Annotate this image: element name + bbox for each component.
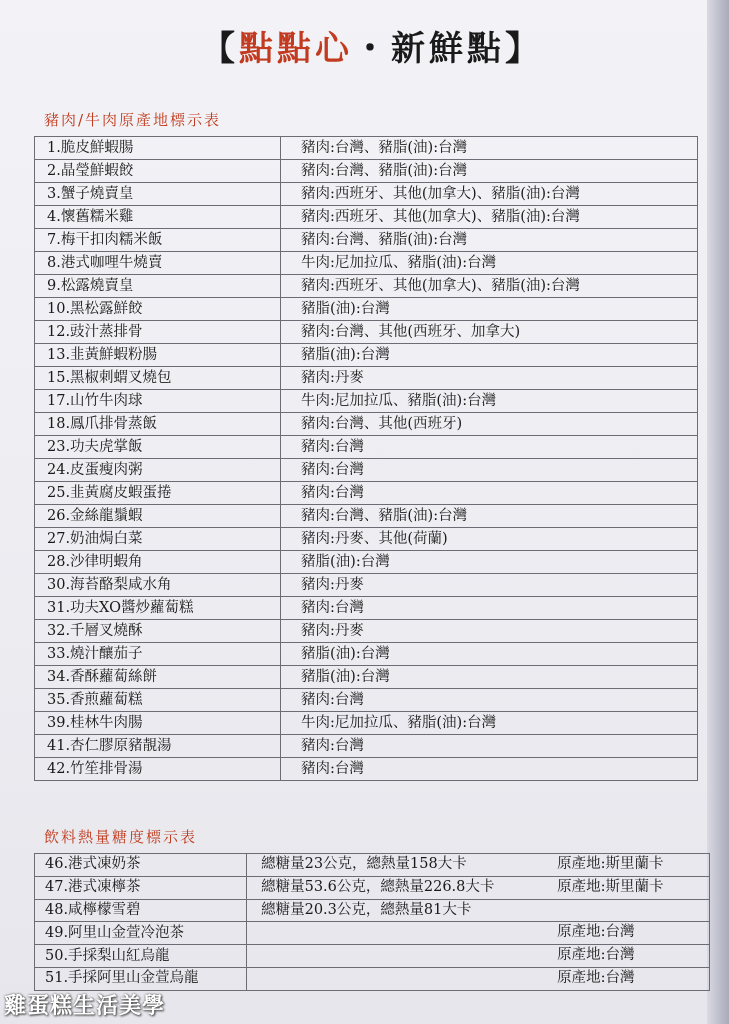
dish-name: 12.豉汁蒸排骨 bbox=[35, 321, 281, 344]
table-row bbox=[35, 367, 698, 390]
table-row bbox=[35, 505, 698, 528]
meat-origin: 豬肉:台灣 bbox=[281, 689, 698, 712]
table-row bbox=[35, 436, 698, 459]
table-row bbox=[35, 758, 698, 781]
meat-origin: 豬肉:台灣、豬脂(油):台灣 bbox=[281, 160, 698, 183]
dish-name: 1.脆皮鮮蝦腸 bbox=[35, 137, 281, 160]
drink-origin: 原產地:台灣 bbox=[557, 924, 635, 941]
dish-name: 4.懷舊糯米雞 bbox=[35, 206, 281, 229]
title-close-bracket: 】 bbox=[505, 28, 543, 69]
drink-name: 50.手採梨山紅烏龍 bbox=[35, 945, 247, 968]
table-row bbox=[35, 137, 698, 160]
table-row bbox=[35, 597, 698, 620]
table-row bbox=[35, 160, 698, 183]
drink-nutrition: 總糖量53.6公克，總熱量226.8大卡 bbox=[261, 879, 495, 896]
table-row bbox=[35, 620, 698, 643]
table-row bbox=[35, 735, 698, 758]
meat-origin: 豬肉:西班牙、其他(加拿大)、豬脂(油):台灣 bbox=[281, 275, 698, 298]
table-row bbox=[35, 183, 698, 206]
table-row bbox=[35, 854, 710, 877]
page-edge-shadow bbox=[707, 0, 729, 1024]
drink-name: 49.阿里山金萱冷泡茶 bbox=[35, 922, 247, 945]
meat-origin: 豬肉:台灣、豬脂(油):台灣 bbox=[281, 137, 698, 160]
page-title bbox=[182, 22, 562, 68]
meat-origin: 豬肉:丹麥 bbox=[281, 620, 698, 643]
drink-origin: 原產地:台灣 bbox=[557, 947, 635, 964]
meat-origin: 豬肉:台灣、其他(西班牙) bbox=[281, 413, 698, 436]
title-open-bracket: 【 bbox=[201, 28, 239, 69]
meat-origin: 豬脂(油):台灣 bbox=[281, 643, 698, 666]
table-row bbox=[35, 252, 698, 275]
dish-name: 3.蟹子燒賣皇 bbox=[35, 183, 281, 206]
meat-origin: 豬脂(油):台灣 bbox=[281, 298, 698, 321]
dish-name: 31.功夫XO醬炒蘿蔔糕 bbox=[35, 597, 281, 620]
dish-name: 42.竹笙排骨湯 bbox=[35, 758, 281, 781]
table-row bbox=[35, 967, 710, 990]
table-row bbox=[35, 528, 698, 551]
table-row bbox=[35, 689, 698, 712]
table-row bbox=[35, 712, 698, 735]
drink-name: 47.港式凍檸茶 bbox=[35, 876, 247, 899]
meat-origin: 牛肉:尼加拉瓜、豬脂(油):台灣 bbox=[281, 712, 698, 735]
title-separator: ・ bbox=[353, 28, 391, 69]
table-row bbox=[35, 574, 698, 597]
meat-origin: 牛肉:尼加拉瓜、豬脂(油):台灣 bbox=[281, 252, 698, 275]
table-row bbox=[35, 666, 698, 689]
table-row bbox=[35, 922, 710, 945]
watermark: 雞蛋糕生活美學 bbox=[4, 994, 166, 1019]
meat-origin: 牛肉:尼加拉瓜、豬脂(油):台灣 bbox=[281, 390, 698, 413]
drink-info bbox=[247, 945, 710, 968]
table-row bbox=[35, 229, 698, 252]
drink-nutrition: 總糖量23公克，總熱量158大卡 bbox=[261, 856, 467, 873]
drink-origin: 原產地:斯里蘭卡 bbox=[557, 856, 664, 872]
dish-name: 25.韭黃腐皮蝦蛋捲 bbox=[35, 482, 281, 505]
drink-name: 48.咸檸檬雪碧 bbox=[35, 899, 247, 922]
dish-name: 13.韭黃鮮蝦粉腸 bbox=[35, 344, 281, 367]
meat-origin: 豬脂(油):台灣 bbox=[281, 551, 698, 574]
meat-origin: 豬肉:台灣 bbox=[281, 758, 698, 781]
table-row bbox=[35, 482, 698, 505]
meat-origin: 豬肉:台灣 bbox=[281, 597, 698, 620]
pork-origin-table bbox=[34, 136, 698, 781]
dish-name: 24.皮蛋瘦肉粥 bbox=[35, 459, 281, 482]
meat-origin: 豬肉:台灣 bbox=[281, 735, 698, 758]
dish-name: 23.功夫虎掌飯 bbox=[35, 436, 281, 459]
dish-name: 32.千層叉燒酥 bbox=[35, 620, 281, 643]
meat-origin: 豬肉:丹麥 bbox=[281, 367, 698, 390]
drink-name: 51.手採阿里山金萱烏龍 bbox=[35, 967, 247, 990]
dish-name: 39.桂林牛肉腸 bbox=[35, 712, 281, 735]
dish-name: 28.沙律明蝦角 bbox=[35, 551, 281, 574]
table-row bbox=[35, 298, 698, 321]
drink-info bbox=[247, 876, 710, 899]
dish-name: 35.香煎蘿蔔糕 bbox=[35, 689, 281, 712]
dish-name: 27.奶油焗白菜 bbox=[35, 528, 281, 551]
drink-info bbox=[247, 854, 710, 877]
title-subtitle: 新鮮點 bbox=[391, 28, 505, 69]
meat-origin: 豬肉:台灣 bbox=[281, 436, 698, 459]
drink-info bbox=[247, 922, 710, 945]
table-row bbox=[35, 344, 698, 367]
table-row bbox=[35, 899, 710, 922]
table-row bbox=[35, 390, 698, 413]
meat-origin: 豬肉:丹麥、其他(荷蘭) bbox=[281, 528, 698, 551]
dish-name: 15.黑椒刺蝟叉燒包 bbox=[35, 367, 281, 390]
table-row bbox=[35, 413, 698, 436]
meat-origin: 豬肉:西班牙、其他(加拿大)、豬脂(油):台灣 bbox=[281, 206, 698, 229]
meat-origin: 豬肉:丹麥 bbox=[281, 574, 698, 597]
dish-name: 2.晶瑩鮮蝦餃 bbox=[35, 160, 281, 183]
dish-name: 34.香酥蘿蔔絲餅 bbox=[35, 666, 281, 689]
meat-origin: 豬肉:台灣、豬脂(油):台灣 bbox=[281, 229, 698, 252]
drink-info bbox=[247, 967, 710, 990]
meat-origin: 豬脂(油):台灣 bbox=[281, 344, 698, 367]
table-row bbox=[35, 275, 698, 298]
dish-name: 7.梅干扣肉糯米飯 bbox=[35, 229, 281, 252]
dish-name: 30.海苔酪梨咸水角 bbox=[35, 574, 281, 597]
dish-name: 9.松露燒賣皇 bbox=[35, 275, 281, 298]
dish-name: 41.杏仁膠原豬靚湯 bbox=[35, 735, 281, 758]
table-row bbox=[35, 643, 698, 666]
table-row bbox=[35, 945, 710, 968]
pork-origin-heading: 豬肉/牛肉原產地標示表 bbox=[44, 111, 222, 129]
drink-nutrition: 總糖量20.3公克，總熱量81大卡 bbox=[261, 901, 472, 918]
dish-name: 26.金絲龍鬚蝦 bbox=[35, 505, 281, 528]
meat-origin: 豬肉:台灣 bbox=[281, 459, 698, 482]
table-row bbox=[35, 551, 698, 574]
dish-name: 8.港式咖哩牛燒賣 bbox=[35, 252, 281, 275]
table-row bbox=[35, 876, 710, 899]
drink-nutrition-heading: 飲料熱量糖度標示表 bbox=[44, 828, 198, 846]
meat-origin: 豬肉:西班牙、其他(加拿大)、豬脂(油):台灣 bbox=[281, 183, 698, 206]
drink-origin: 原產地:台灣 bbox=[557, 969, 635, 986]
table-row bbox=[35, 321, 698, 344]
drink-nutrition-table bbox=[34, 853, 710, 991]
meat-origin: 豬肉:台灣、其他(西班牙、加拿大) bbox=[281, 321, 698, 344]
drink-name: 46.港式凍奶茶 bbox=[35, 854, 247, 877]
meat-origin: 豬肉:台灣、豬脂(油):台灣 bbox=[281, 505, 698, 528]
title-brand-name: 點點心 bbox=[239, 28, 353, 69]
table-row bbox=[35, 206, 698, 229]
meat-origin: 豬肉:台灣 bbox=[281, 482, 698, 505]
dish-name: 17.山竹牛肉球 bbox=[35, 390, 281, 413]
dish-name: 10.黑松露鮮餃 bbox=[35, 298, 281, 321]
drink-origin: 原產地:斯里蘭卡 bbox=[557, 878, 664, 895]
drink-info bbox=[247, 899, 710, 922]
dish-name: 18.鳳爪排骨蒸飯 bbox=[35, 413, 281, 436]
table-row bbox=[35, 459, 698, 482]
meat-origin: 豬脂(油):台灣 bbox=[281, 666, 698, 689]
dish-name: 33.燒汁釀茄子 bbox=[35, 643, 281, 666]
